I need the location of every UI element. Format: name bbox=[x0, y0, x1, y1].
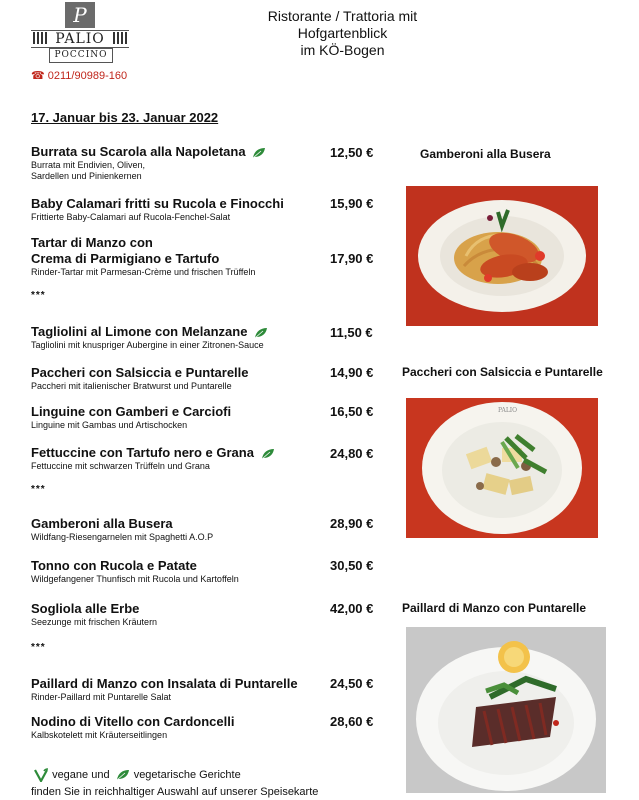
dish-price: 30,50 € bbox=[330, 558, 374, 573]
dish-description: Fettuccine mit schwarzen Trüffeln und Grana bbox=[31, 461, 210, 471]
logo-emblem: P bbox=[65, 2, 95, 28]
plate-logo-text: PALIO bbox=[498, 407, 518, 414]
logo-name: PALIO bbox=[31, 30, 129, 48]
dish-price: 11,50 € bbox=[330, 325, 373, 340]
dish-title: Fettuccine con Tartufo nero e Grana bbox=[31, 445, 254, 460]
menu-item bbox=[31, 601, 157, 628]
vegetarian-leaf-icon bbox=[251, 146, 267, 160]
dish-description: Wildgefangener Thunfisch mit Rucola und Kartoffeln bbox=[31, 574, 239, 584]
restaurant-logo bbox=[31, 0, 129, 64]
dish-description: Seezunge mit frischen Kräutern bbox=[31, 617, 158, 627]
dish-title: Sogliola alle Erbe bbox=[31, 601, 140, 616]
menu-item bbox=[31, 235, 255, 278]
section-separator: *** bbox=[31, 290, 46, 301]
dish-title: Burrata su Scarola alla Napoletana bbox=[31, 144, 246, 159]
dish-price: 24,50 € bbox=[330, 676, 374, 691]
vegetarian-leaf-icon bbox=[260, 447, 276, 461]
dish-title: Linguine con Gamberi e Carciofi bbox=[31, 404, 232, 419]
menu-item bbox=[31, 714, 234, 741]
menu-item bbox=[31, 365, 249, 392]
dish-title: Paccheri con Salsiccia e Puntarelle bbox=[31, 365, 249, 380]
section-separator: *** bbox=[31, 484, 46, 495]
menu-item bbox=[31, 445, 276, 472]
dish-price: 14,90 € bbox=[330, 365, 374, 380]
logo-columns-right bbox=[113, 32, 127, 44]
restaurant-header bbox=[220, 8, 465, 59]
dish-price: 24,80 € bbox=[330, 446, 374, 461]
dish-description: Sardellen und Pinienkernen bbox=[31, 171, 142, 181]
dish-description: Wildfang-Riesengarnelen mit Spaghetti A.O.P bbox=[31, 532, 214, 542]
dish-price: 16,50 € bbox=[330, 404, 374, 419]
photo-gamberoni bbox=[406, 186, 598, 326]
dish-title: Tonno con Rucola e Patate bbox=[31, 558, 197, 573]
footer-legend bbox=[31, 768, 241, 782]
menu-item bbox=[31, 144, 267, 182]
featured-title: Gamberoni alla Busera bbox=[420, 147, 551, 161]
dish-description: Frittierte Baby-Calamari auf Rucola-Fenchel-Salat bbox=[31, 212, 231, 222]
dish-description: Rinder-Paillard mit Puntarelle Salat bbox=[31, 692, 172, 702]
menu-item bbox=[31, 558, 239, 585]
dish-price: 28,90 € bbox=[330, 516, 374, 531]
phone-icon: ☎ bbox=[31, 70, 45, 82]
dish-description: Rinder-Tartar mit Parmesan-Crème und frischen Trüffeln bbox=[31, 267, 256, 277]
dish-title: Tartar di Manzo con bbox=[31, 235, 153, 250]
dish-description: Tagliolini mit knuspriger Aubergine in einer Zitronen-Sauce bbox=[31, 340, 264, 350]
footer-line: finden Sie in reichhaltiger Auswahl auf unserer Speisekarte bbox=[31, 786, 319, 798]
header-line: Ristorante / Trattoria mit bbox=[267, 8, 418, 24]
dish-title: Nodino di Vitello con Cardoncelli bbox=[31, 714, 235, 729]
menu-item bbox=[31, 404, 231, 431]
vegan-v-icon bbox=[33, 768, 49, 782]
photo-paccheri bbox=[406, 398, 598, 538]
dish-description: Burrata mit Endivien, Oliven, bbox=[31, 160, 146, 170]
header-line: im KÖ-Bogen bbox=[300, 42, 385, 58]
dish-title-line2: Crema di Parmigiano e Tartufo bbox=[31, 251, 220, 266]
vegetarian-leaf-icon bbox=[253, 326, 269, 340]
menu-item bbox=[31, 324, 269, 351]
dish-description: Paccheri mit italienischer Bratwurst und Puntarelle bbox=[31, 381, 232, 391]
section-separator: *** bbox=[31, 642, 46, 653]
header-line: Hofgartenblick bbox=[297, 25, 388, 41]
dish-price: 12,50 € bbox=[330, 145, 374, 160]
dish-description: Kalbskotelett mit Kräuterseitlingen bbox=[31, 730, 168, 740]
menu-item bbox=[31, 516, 213, 543]
featured-title: Paillard di Manzo con Puntarelle bbox=[402, 601, 587, 615]
featured-title: Paccheri con Salsiccia e Puntarelle bbox=[402, 365, 603, 379]
logo-sub: POCCINO bbox=[49, 48, 113, 63]
dish-price: 28,60 € bbox=[330, 714, 374, 729]
vegetarian-leaf-icon bbox=[115, 768, 131, 782]
dish-title: Gamberoni alla Busera bbox=[31, 516, 173, 531]
dish-title: Paillard di Manzo con Insalata di Puntarelle bbox=[31, 676, 298, 691]
phone-number bbox=[31, 69, 127, 82]
dish-title: Tagliolini al Limone con Melanzane bbox=[31, 324, 248, 339]
phone-text: 0211/90989-160 bbox=[47, 70, 128, 82]
vegetarian-label: vegetarische Gerichte bbox=[133, 768, 241, 781]
dish-title: Baby Calamari fritti su Rucola e Finocchi bbox=[31, 196, 284, 211]
menu-item bbox=[31, 676, 298, 703]
dish-description: Linguine mit Gambas und Artischocken bbox=[31, 420, 188, 430]
photo-paillard bbox=[406, 627, 606, 793]
menu-item bbox=[31, 196, 284, 223]
date-range: 17. Januar bis 23. Januar 2022 bbox=[31, 110, 219, 125]
dish-price: 15,90 € bbox=[330, 196, 374, 211]
dish-price: 42,00 € bbox=[330, 601, 374, 616]
vegan-label: vegane und bbox=[52, 768, 110, 781]
dish-price: 17,90 € bbox=[330, 251, 374, 266]
